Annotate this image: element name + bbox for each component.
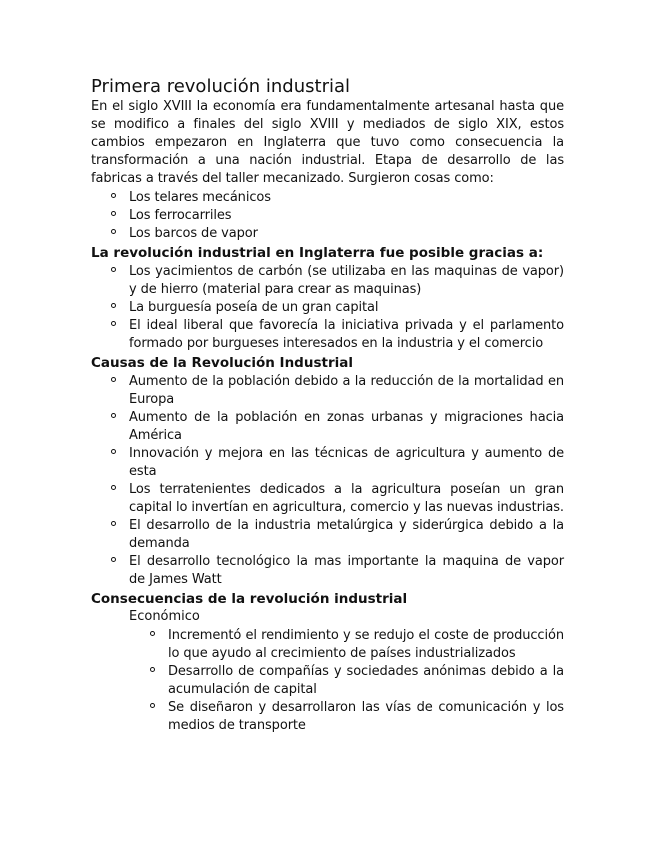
circle-bullet-icon bbox=[111, 321, 116, 326]
page-title: Primera revolución industrial bbox=[91, 76, 351, 97]
list-item: Aumento de la población en zonas urbanas y migraciones hacia América bbox=[129, 409, 564, 445]
list-item: Incrementó el rendimiento y se redujo el coste de producción lo que ayudo al crecimiento de países industrializados bbox=[168, 627, 564, 663]
list-item: Los barcos de vapor bbox=[129, 225, 564, 243]
list-item: El desarrollo de la industria metalúrgica y siderúrgica debido a la demanda bbox=[129, 517, 564, 553]
intro-paragraph: En el siglo XVIII la economía era fundamentalmente artesanal hasta que se modifico a finales del siglo XVIII y mediados de siglo XIX, estos cambios empezaron en Inglaterra que tuvo como consecuencia la transformación a una nación industrial. Etapa de desarrollo de las fabricas a través del taller mecanizado. Surgieron cosas como: bbox=[91, 99, 564, 186]
circle-bullet-icon bbox=[150, 667, 155, 672]
circle-bullet-icon bbox=[111, 413, 116, 418]
subheading-economico: Económico bbox=[129, 609, 200, 624]
inglaterra-list bbox=[91, 263, 564, 353]
document-page bbox=[91, 76, 564, 736]
section-heading-causas: Causas de la Revolución Industrial bbox=[91, 355, 353, 371]
list-item: El desarrollo tecnológico la mas importante la maquina de vapor de James Watt bbox=[129, 553, 564, 589]
list-item: Los telares mecánicos bbox=[129, 189, 564, 207]
circle-bullet-icon bbox=[111, 193, 116, 198]
consecuencias-list bbox=[91, 627, 564, 735]
circle-bullet-icon bbox=[111, 267, 116, 272]
list-item: Los ferrocarriles bbox=[129, 207, 564, 225]
list-item: Innovación y mejora en las técnicas de agricultura y aumento de esta bbox=[129, 445, 564, 481]
list-item: El ideal liberal que favorecía la iniciativa privada y el parlamento formado por burgueses interesados en la industria y el comercio bbox=[129, 317, 564, 353]
circle-bullet-icon bbox=[111, 449, 116, 454]
circle-bullet-icon bbox=[111, 485, 116, 490]
list-item: La burguesía poseía de un gran capital bbox=[129, 299, 564, 317]
list-item: Los terratenientes dedicados a la agricultura poseían un gran capital lo invertían en agricultura, comercio y las nuevas industrias. bbox=[129, 481, 564, 517]
causas-list bbox=[91, 373, 564, 589]
circle-bullet-icon bbox=[150, 631, 155, 636]
section-heading-inglaterra: La revolución industrial en Inglaterra fue posible gracias a: bbox=[91, 245, 544, 261]
list-item: Los yacimientos de carbón (se utilizaba en las maquinas de vapor) y de hierro (material para crear as maquinas) bbox=[129, 263, 564, 299]
circle-bullet-icon bbox=[111, 229, 116, 234]
circle-bullet-icon bbox=[111, 521, 116, 526]
inventos-list bbox=[91, 189, 564, 243]
list-item: Aumento de la población debido a la reducción de la mortalidad en Europa bbox=[129, 373, 564, 409]
circle-bullet-icon bbox=[111, 211, 116, 216]
section-heading-consecuencias: Consecuencias de la revolución industrial bbox=[91, 591, 408, 607]
circle-bullet-icon bbox=[111, 557, 116, 562]
circle-bullet-icon bbox=[150, 703, 155, 708]
list-item: Se diseñaron y desarrollaron las vías de comunicación y los medios de transporte bbox=[168, 699, 564, 735]
list-item: Desarrollo de compañías y sociedades anónimas debido a la acumulación de capital bbox=[168, 663, 564, 699]
circle-bullet-icon bbox=[111, 303, 116, 308]
circle-bullet-icon bbox=[111, 377, 116, 382]
